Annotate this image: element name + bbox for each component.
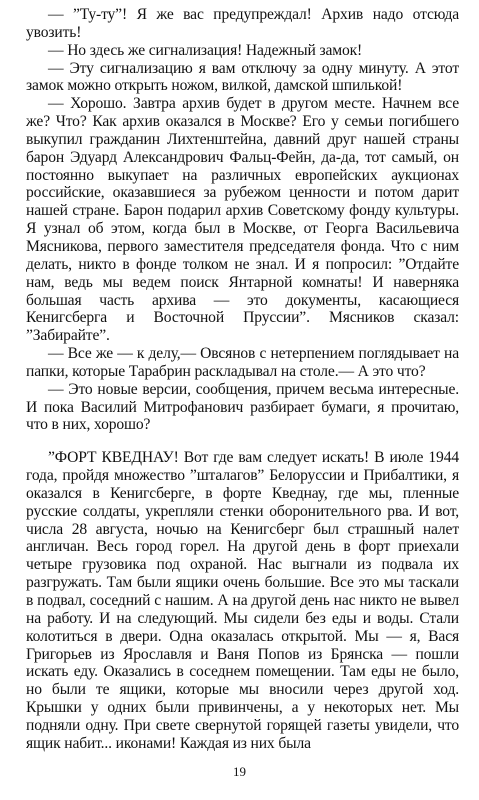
page-number: 19 <box>233 764 246 779</box>
letter-text: ”ФОРТ КВЕДНАУ! Вот где вам следует искать! В июле 1944 года, пройдя множество ”шталагов” Белоруссии и Прибалтики, я оказался в Кенигсберге, в форте Кведнау, где мы, пленные русские солдаты, укрепляли стенки оборонительного рва. И вот, числа 28 августа, ночью на Кенигсберг был страшный налет англичан. Весь город горел. На другой день в форт приехали четыре грузовика под охраной. Нас выгнали из подвала их разгружать. Там были ящики очень большие. Все это мы таскали в подвал, соседний с нашим. А на другой день нас никто не вывел на работу. И на следующий. Мы сидели без еды и воды. Стали колотиться в двери. Одна оказалась открытой. Мы — я, Вася Григорьев из Ярославля и Ваня Попов из Брянска — пошли искать еду. Оказались в соседнем помещении. Там еды не было, но были те ящики, которые мы вносили через другой ход. Крышки у одних были привинчены, а у некоторых нет. Мы подняли одну. При свете свернутой горящей газеты увидели, что ящик набит... иконами! Каждая из них была <box>26 449 459 752</box>
dialogue-line: — Хорошо. Завтра архив будет в другом месте. Начнем все же? Что? Как архив оказался в Москве? Его у семьи погибшего выкупил гражданин Лихтенштейна, давний друг нашей страны барон Эдуард Александрович Фальц-Фейн, да-да, тот самый, он постоянно выкупает на различных европейских аукционах российские, оказавшиеся за рубежом ценности и потом дарит нашей стране. Барон подарил архив Советскому фонду культуры. Я узнал об этом, когда был в Москве, от Георга Васильевича Мясникова, первого заместителя председателя фонда. Что с ним делать, никто в фонде толком не знал. И я попросил: ”Отдайте нам, ведь мы ведем поиск Янтарной комнаты! И наверняка большая часть архива — это документы, касающиеся Кенигсберга и Восточной Пруссии”. Мясников сказал: ”Забирайте”. <box>26 95 459 345</box>
dialogue-section <box>26 6 459 434</box>
dialogue-line: — ”Ту-ту”! Я же вас предупреждал! Архив надо отсюда увозить! <box>26 6 459 41</box>
dialogue-line: — Эту сигнализацию я вам отключу за одну минуту. А этот замок можно открыть ножом, вилкой, дамской шпилькой! <box>26 59 459 95</box>
dialogue-line: — Но здесь же сигнализация! Надежный замок! <box>48 41 363 59</box>
letter-section <box>26 449 459 752</box>
dialogue-line: — Это новые версии, сообщения, причем весьма интересные. И пока Василий Митрофанович разбирает бумаги, я прочитаю, что в них, хорошо? <box>26 380 459 434</box>
book-page <box>26 6 459 753</box>
dialogue-line: — Все же — к делу,— Овсянов с нетерпением поглядывает на папки, которые Тарабрин раскладывал на столе.— А это что? <box>26 345 459 380</box>
